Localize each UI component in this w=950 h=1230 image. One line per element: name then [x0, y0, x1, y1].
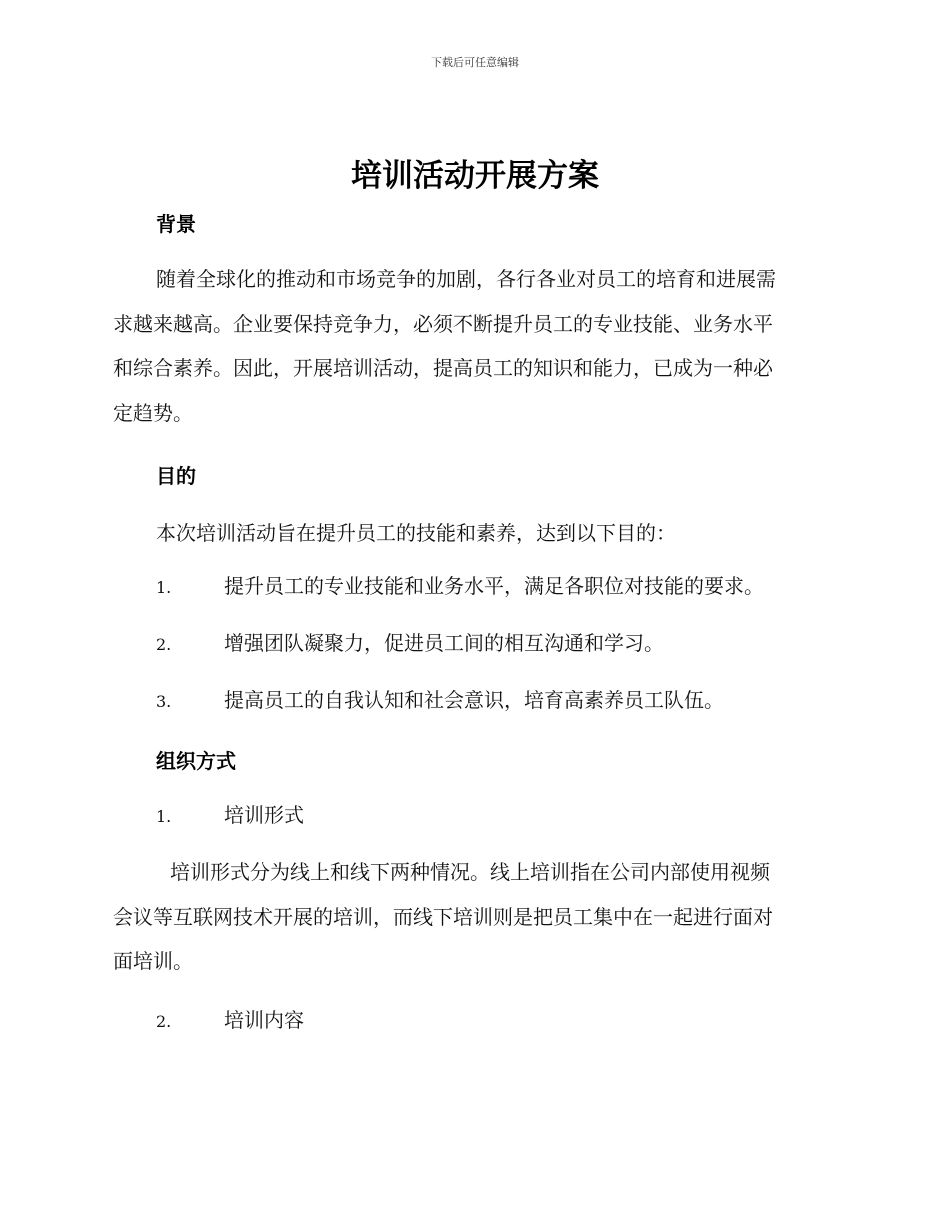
list-item-number: 2. [156, 1012, 172, 1031]
list-item [156, 801, 304, 831]
list-item-text: 培训内容 [224, 1008, 304, 1032]
background-paragraph [113, 257, 835, 435]
paragraph-line: 求越来越高。企业要保持竞争力，必须不断提升员工的专业技能、业务水平 [113, 311, 773, 336]
section-heading-background: 背景 [156, 212, 196, 236]
paragraph-line: 和综合素养。因此，开展培训活动，提高员工的知识和能力，已成为一种必 [113, 356, 773, 380]
list-item-number: 1. [156, 807, 172, 826]
list-item-text: 增强团队凝聚力，促进员工间的相互沟通和学习。 [224, 631, 664, 655]
list-item [156, 629, 664, 659]
purpose-intro: 本次培训活动旨在提升员工的技能和素养，达到以下目的： [156, 521, 676, 545]
list-item-text: 提高员工的自我认知和社会意识，培育高素养员工队伍。 [224, 688, 724, 712]
page-header-note: 下载后可任意编辑 [431, 56, 519, 69]
list-item-number: 2. [156, 635, 172, 654]
paragraph-line: 定趋势。 [113, 400, 193, 425]
list-item-number: 3. [156, 692, 172, 711]
list-item-number: 1. [156, 578, 172, 597]
paragraph-line: 随着全球化的推动和市场竞争的加剧，各行各业对员工的培育和进展需 [156, 267, 776, 291]
section-heading-organization: 组织方式 [156, 749, 236, 773]
paragraph-line: 面培训。 [113, 949, 193, 973]
list-item [156, 686, 724, 716]
list-item [156, 572, 764, 602]
section-heading-purpose: 目的 [156, 464, 196, 488]
document-title: 培训活动开展方案 [351, 158, 599, 194]
training-form-paragraph [113, 850, 835, 984]
list-item-text: 培训形式 [224, 803, 304, 827]
paragraph-line: 会议等互联网技术开展的培训，而线下培训则是把员工集中在一起进行面对 [113, 904, 773, 929]
paragraph-line: 培训形式分为线上和线下两种情况。线上培训指在公司内部使用视频 [170, 860, 770, 884]
list-item [156, 1006, 304, 1036]
list-item-text: 提升员工的专业技能和业务水平，满足各职位对技能的要求。 [224, 574, 764, 598]
